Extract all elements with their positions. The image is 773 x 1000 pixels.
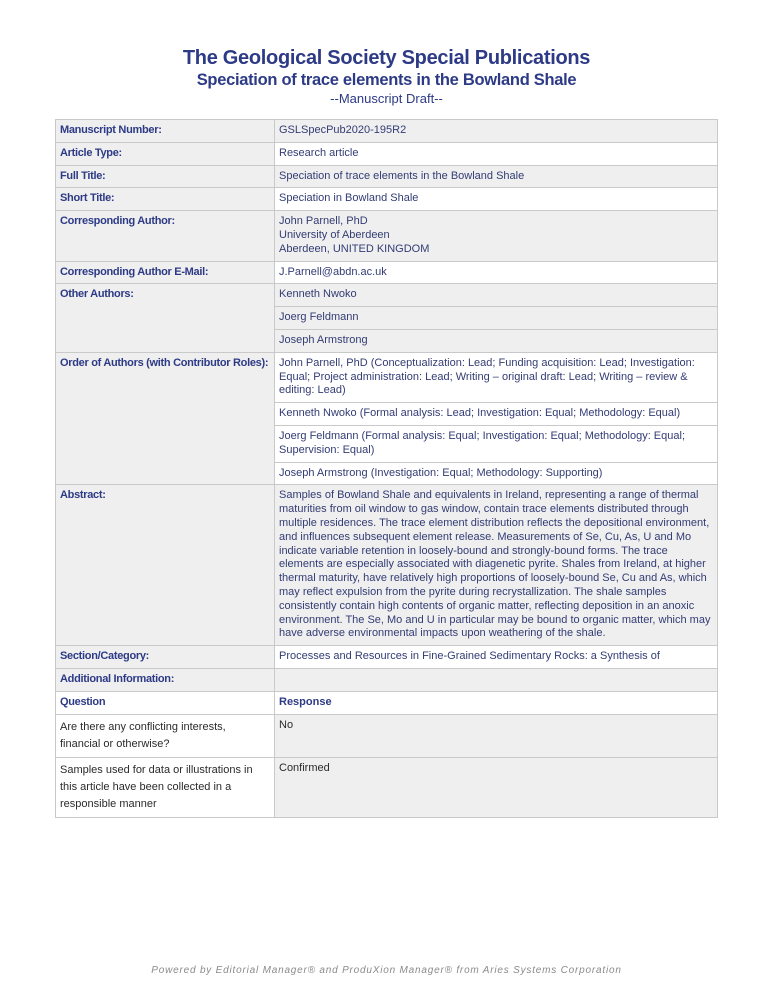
paper-title: Speciation of trace elements in the Bowland Shale	[196, 71, 577, 89]
response-header: Response	[275, 691, 718, 714]
order-of-authors-label: Order of Authors (with Contributor Roles):	[56, 352, 275, 485]
table-row	[56, 668, 718, 691]
table-row	[56, 284, 718, 307]
table-row	[56, 211, 718, 261]
corresponding-email-value: J.Parnell@abdn.ac.uk	[275, 261, 718, 284]
footer-credit: Powered by Editorial Manager® and ProduXion Manager® from Aries Systems Corporation	[151, 965, 622, 976]
question-text: this article have been collected in a	[60, 780, 232, 793]
table-row	[56, 261, 718, 284]
short-title-value: Speciation in Bowland Shale	[275, 188, 718, 211]
table-row	[56, 120, 718, 143]
manuscript-table	[55, 119, 718, 818]
question-text: financial or otherwise?	[60, 737, 170, 750]
table-row	[56, 485, 718, 646]
table-row	[56, 165, 718, 188]
response-cell: No	[275, 714, 718, 757]
corresponding-email-label: Corresponding Author E-Mail:	[56, 261, 275, 284]
other-author: Joerg Feldmann	[275, 307, 718, 330]
author-name: John Parnell, PhD	[279, 215, 368, 228]
full-title-label: Full Title:	[56, 165, 275, 188]
table-row	[56, 142, 718, 165]
other-author: Kenneth Nwoko	[275, 284, 718, 307]
manuscript-number-value: GSLSpecPub2020-195R2	[275, 120, 718, 143]
question-cell	[56, 757, 275, 817]
author-role: Joerg Feldmann (Formal analysis: Equal; Investigation: Equal; Methodology: Equal; Supervision: Equal)	[275, 425, 718, 462]
author-location: Aberdeen, UNITED KINGDOM	[279, 242, 430, 255]
question-text: Are there any conflicting interests,	[60, 720, 226, 733]
author-institution: University of Aberdeen	[279, 228, 390, 241]
full-title-value: Speciation of trace elements in the Bowland Shale	[275, 165, 718, 188]
section-category-label: Section/Category:	[56, 646, 275, 669]
other-authors-label: Other Authors:	[56, 284, 275, 352]
document-header	[0, 0, 773, 106]
manuscript-number-label: Manuscript Number:	[56, 120, 275, 143]
additional-information-value	[275, 668, 718, 691]
draft-label: --Manuscript Draft--	[330, 91, 443, 106]
table-row	[56, 352, 718, 402]
abstract-label: Abstract:	[56, 485, 275, 646]
table-row	[56, 691, 718, 714]
author-role: Kenneth Nwoko (Formal analysis: Lead; Investigation: Equal; Methodology: Equal)	[275, 403, 718, 426]
table-row	[56, 188, 718, 211]
additional-information-label: Additional Information:	[56, 668, 275, 691]
corresponding-author-value	[275, 211, 718, 261]
other-author: Joseph Armstrong	[275, 329, 718, 352]
article-type-label: Article Type:	[56, 142, 275, 165]
table-row	[56, 757, 718, 817]
table-row	[56, 646, 718, 669]
response-cell: Confirmed	[275, 757, 718, 817]
short-title-label: Short Title:	[56, 188, 275, 211]
article-type-value: Research article	[275, 142, 718, 165]
question-text: Samples used for data or illustrations in	[60, 763, 253, 776]
author-role: Joseph Armstrong (Investigation: Equal; Methodology: Supporting)	[275, 462, 718, 485]
question-header: Question	[56, 691, 275, 714]
author-role: John Parnell, PhD (Conceptualization: Lead; Funding acquisition: Lead; Investigation: Equal; Project administration: Lead; Writing – original draft: Lead; Writing – review & editing: Lead)	[275, 352, 718, 402]
question-cell	[56, 714, 275, 757]
section-category-value: Processes and Resources in Fine-Grained Sedimentary Rocks: a Synthesis of	[275, 646, 718, 669]
table-row	[56, 714, 718, 757]
abstract-text: Samples of Bowland Shale and equivalents in Ireland, representing a range of thermal maturities from oil window to gas window, contain trace elements distributed through multiple residences. The trace element distribution reflects the depositional environment, and influences subsequent element release. Measurements of Se, Cu, As, U and Mo indicate variable retention in loosely-bound and strongly-bound forms. The trace elements are especially associated with diagenetic pyrite. Shales from Ireland, at higher thermal maturity, have relatively high proportions of loosely-bound Se, Cu and As, which may reflect expulsion from the pyrite during recrystallization. The shale samples consistently contain high contents of organic matter, reflecting deposition in an anoxic environment. The Se, Mo and U in particular may be bound to organic matter, which may have adverse environmental impacts upon weathering of the shale.	[275, 485, 718, 646]
corresponding-author-label: Corresponding Author:	[56, 211, 275, 261]
journal-title: The Geological Society Special Publications	[182, 47, 591, 69]
question-text: responsible manner	[60, 797, 157, 810]
